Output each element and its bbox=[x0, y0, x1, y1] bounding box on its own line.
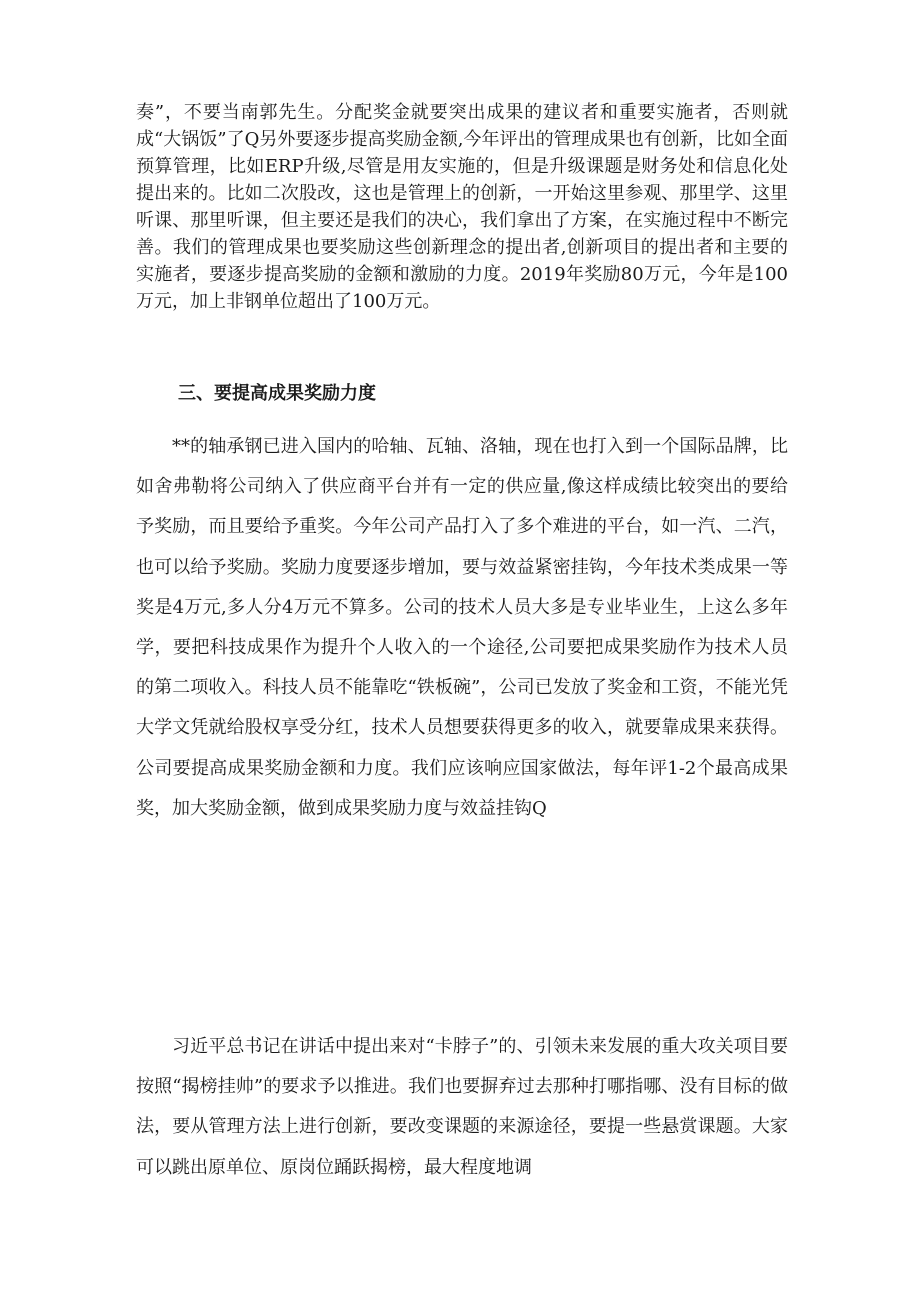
paragraph-continuation: 奏”，不要当南郭先生。分配奖金就要突出成果的建议者和重要实施者，否则就成“大锅饭”了Q另外要逐步提高奖励金额,今年评出的管理成果也有创新，比如全面预算管理，比如ERP升级,尽管是用友实施的，但是升级课题是财务处和信息化处提出来的。比如二次股改，这也是管理上的创新，一开始这里参观、那里学、这里听课、那里听课，但主要还是我们的决心，我们拿出了方案，在实施过程中不断完善。我们的管理成果也要奖励这些创新理念的提出者,创新项目的提出者和主要的实施者，要逐步提高奖励的金额和激励的力度。2019年奖励80万元，今年是100万元，加上非钢单位超出了100万元。 bbox=[136, 102, 788, 312]
paragraph-final: 习近平总书记在讲话中提出来对“卡脖子”的、引领未来发展的重大攻关项目要按照“揭榜挂帅”的要求予以推进。我们也要摒弃过去那种打哪指哪、没有目标的做法，要从管理方法上进行创新，要改变课题的来源途径，要提一些悬赏课题。大家可以跳出原单位、原岗位踊跃揭榜，最大程度地调 bbox=[136, 1036, 788, 1178]
paragraph-section-body: **的轴承钢已进入国内的哈轴、瓦轴、洛轴，现在也打入到一个国际品牌，比如舍弗勒将公司纳入了供应商平台并有一定的供应量,像这样成绩比较突出的要给予奖励，而且要给予重奖。今年公司产品打入了多个难进的平台，如一汽、二汽，也可以给予奖励。奖励力度要逐步增加，要与效益紧密挂钩，今年技术类成果一等奖是4万元,多人分4万元不算多。公司的技术人员大多是专业毕业生，上这么多年学，要把科技成果作为提升个人收入的一个途径,公司要把成果奖励作为技术人员的第二项收入。科技人员不能靠吃“铁板碗”，公司已发放了奖金和工资，不能光凭大学文凭就给股权享受分红，技术人员想要获得更多的收入，就要靠成果来获得。公司要提高成果奖励金额和力度。我们应该响应国家做法，每年评1-2个最高成果奖，加大奖励金额，做到成果奖励力度与效益挂钩Q bbox=[136, 436, 788, 819]
section-heading: 三、要提高成果奖励力度 bbox=[178, 383, 376, 404]
